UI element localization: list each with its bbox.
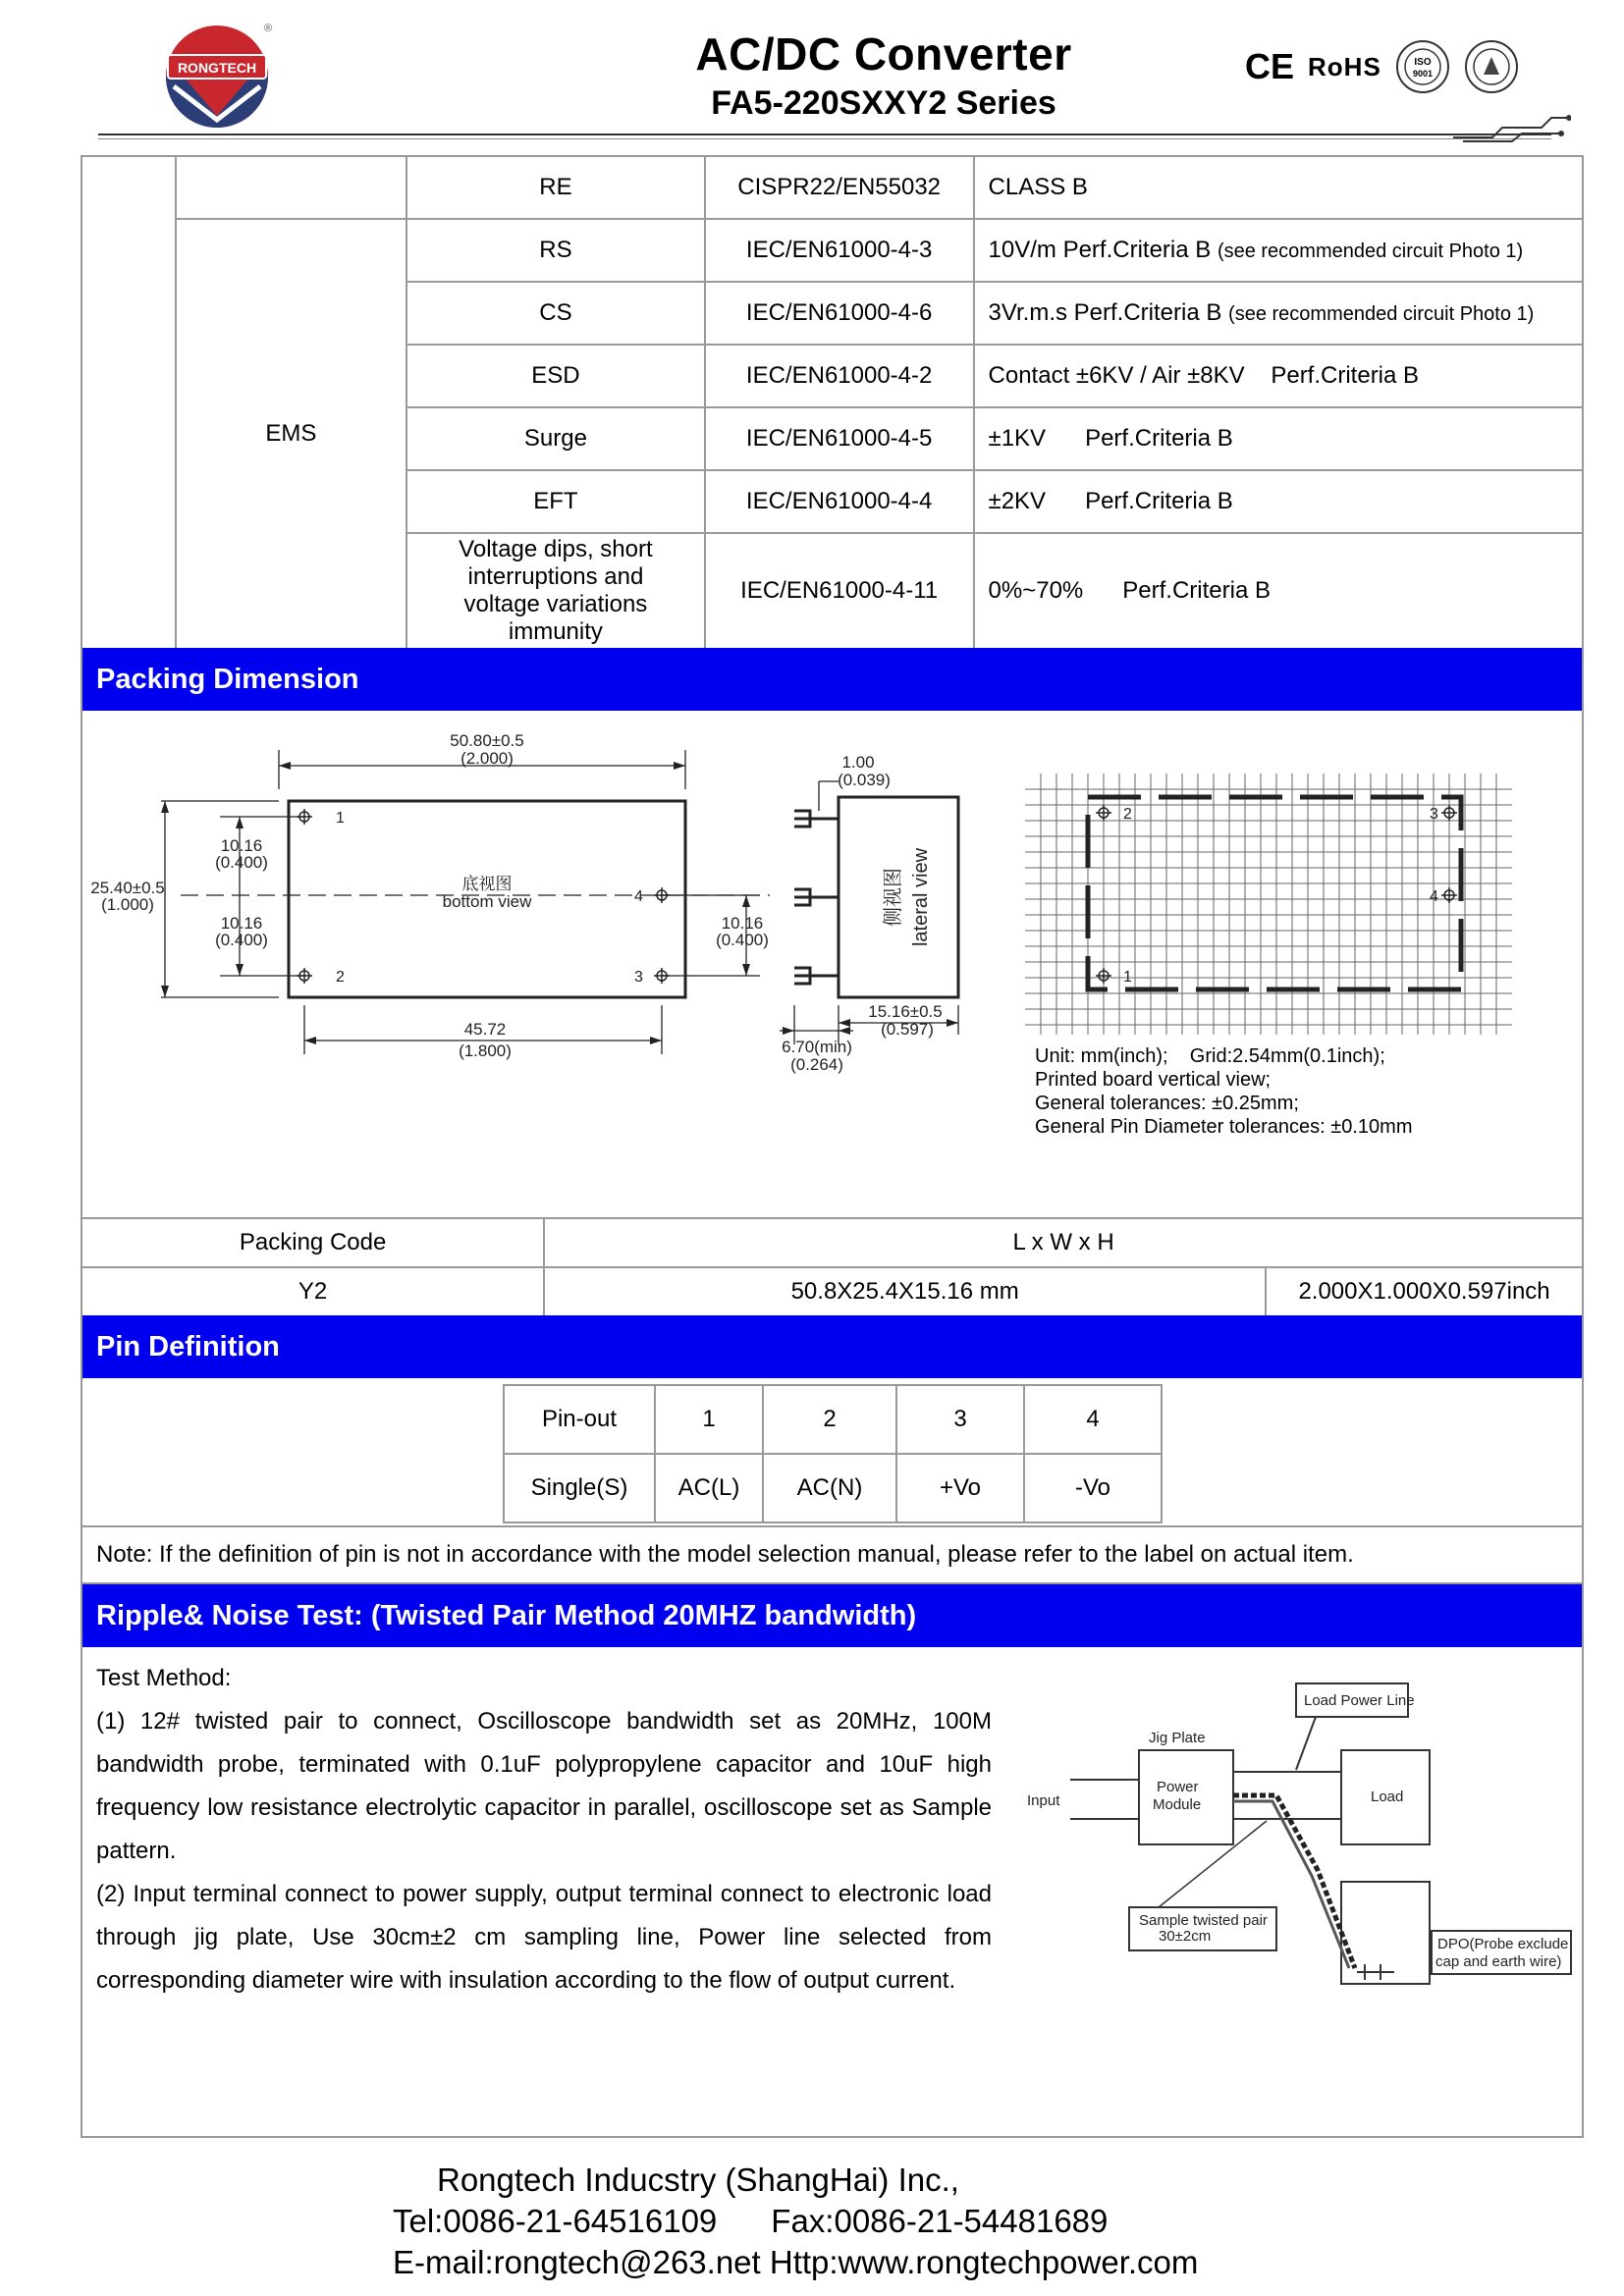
pcb-footprint-outline — [1088, 797, 1461, 989]
ce-mark: CE — [1245, 46, 1295, 86]
logo-text: RONGTECH — [177, 60, 257, 76]
test-method-title: Test Method: — [96, 1665, 232, 1691]
document-subtitle: FA5-220SXXY2 Series — [711, 84, 1056, 122]
dimensions-mm: 50.8X25.4X15.16 mm — [544, 1267, 1266, 1316]
pin-definition-note: Note: If the definition of pin is not in accordance with the model selection manual, please refer to the label on actual item. — [96, 1541, 1354, 1568]
dim-depth: 15.16±0.5 — [868, 1002, 943, 1021]
pin-table-header: 3 — [896, 1385, 1024, 1454]
document-title-block — [589, 27, 1178, 123]
ripple-noise-heading: Ripple& Noise Test: (Twisted Pair Method 20MHZ bandwidth) — [82, 1584, 1582, 1647]
packing-note: Printed board vertical view; — [1035, 1069, 1272, 1091]
pin-table-header: 2 — [763, 1385, 896, 1454]
quality-badge-icon — [1464, 39, 1519, 94]
emc-table — [81, 155, 1584, 650]
packing-note: General Pin Diameter tolerances: ±0.10mm — [1035, 1116, 1413, 1138]
pin-table-header: 4 — [1024, 1385, 1162, 1454]
pin-table-cell: Single(S) — [504, 1454, 655, 1522]
circuit-trace-decoration — [1453, 108, 1571, 143]
emc-standard: IEC/EN61000-4-11 — [705, 533, 974, 649]
pin-definition-heading: Pin Definition — [82, 1315, 1582, 1378]
emc-item: Voltage dips, short interruptions and voltage variations immunity — [406, 533, 705, 649]
lateral-view-label-cn: 侧视图 — [883, 868, 904, 927]
footer-company: Rongtech Inducstry (ShangHai) Inc., — [437, 2162, 959, 2198]
dim-height: 25.40±0.5 — [90, 879, 165, 897]
fig-label: Load — [1371, 1789, 1404, 1805]
emc-spec: 10V/m Perf.Criteria B (see recommended circuit Photo 1) — [974, 219, 1583, 282]
dim-pin-length: 6.70(min) — [782, 1038, 852, 1056]
emc-spec: ±2KV Perf.Criteria B — [974, 470, 1583, 533]
packing-code-table — [81, 1217, 1584, 1317]
emc-spec: 0%~70% Perf.Criteria B — [974, 533, 1583, 649]
dim-pin-offset-inch: (0.400) — [215, 931, 268, 949]
pin-number: 3 — [1430, 806, 1438, 823]
fig-label: Module — [1153, 1796, 1202, 1813]
pin-number: 1 — [1123, 969, 1132, 986]
emc-group-label: EMS — [176, 219, 406, 649]
pin-table-cell: +Vo — [896, 1454, 1024, 1522]
bottom-view-label: bottom view — [442, 892, 532, 911]
emc-standard: IEC/EN61000-4-4 — [705, 470, 974, 533]
table-row — [81, 1218, 1583, 1267]
packing-code-value: Y2 — [81, 1267, 544, 1316]
lateral-view-label: lateral view — [910, 847, 932, 947]
emc-item: RS — [406, 219, 705, 282]
emc-item: RE — [406, 156, 705, 219]
packing-dimension-heading: Packing Dimension — [82, 648, 1582, 711]
packing-note: General tolerances: ±0.25mm; — [1035, 1093, 1299, 1114]
emc-standard: CISPR22/EN55032 — [705, 156, 974, 219]
emc-spec: 3Vr.m.s Perf.Criteria B (see recommended circuit Photo 1) — [974, 282, 1583, 345]
emc-standard: IEC/EN61000-4-6 — [705, 282, 974, 345]
dim-pin-offset: 10.16 — [220, 914, 263, 933]
emc-standard: IEC/EN61000-4-3 — [705, 219, 974, 282]
svg-text:9001: 9001 — [1412, 69, 1433, 79]
dim-pin-thickness-inch: (0.039) — [838, 771, 891, 789]
emc-spec: CLASS B — [974, 156, 1583, 219]
packing-note: Unit: mm(inch); Grid:2.54mm(0.1inch); — [1035, 1045, 1385, 1067]
emc-spec: Contact ±6KV / Air ±8KV Perf.Criteria B — [974, 345, 1583, 407]
document-title: AC/DC Converter — [695, 28, 1072, 80]
dim-pin-length-inch: (0.264) — [790, 1055, 843, 1074]
dimensions-inch: 2.000X1.000X0.597inch — [1266, 1267, 1583, 1316]
fig-label: Input — [1027, 1792, 1060, 1809]
dim-width: 50.80±0.5 — [450, 731, 524, 750]
emc-standard: IEC/EN61000-4-5 — [705, 407, 974, 470]
pin-table-header: Pin-out — [504, 1385, 655, 1454]
fig-label: DPO(Probe exclude — [1437, 1936, 1569, 1952]
section-divider — [82, 1525, 1582, 1527]
table-row — [81, 219, 1583, 282]
emc-spec: ±1KV Perf.Criteria B — [974, 407, 1583, 470]
svg-text:®: ® — [264, 23, 272, 34]
pin-table-header: 1 — [655, 1385, 763, 1454]
pin-number: 4 — [634, 888, 643, 905]
iso-badge-icon — [1395, 39, 1450, 94]
emc-blank-cell — [176, 156, 406, 219]
emc-blank-cell — [81, 156, 176, 649]
fig-label: 30±2cm — [1159, 1928, 1212, 1945]
dim-pin-offset: 10.16 — [721, 914, 764, 933]
dim-height-inch: (1.000) — [101, 895, 154, 914]
pin-table-cell: -Vo — [1024, 1454, 1162, 1522]
table-row — [81, 1267, 1583, 1316]
dim-pin-offset-inch: (0.400) — [215, 853, 268, 872]
test-method-step: (2) Input terminal connect to power supply, output terminal connect to electronic load through jig plate, Use 30cm±2 cm sampling line, Power line selected from corresponding diameter wire with insulation according to the flow of output current. — [96, 1881, 992, 1994]
dim-pin-offset-inch: (0.400) — [716, 931, 769, 949]
dim-pin-pitch: 45.72 — [463, 1020, 507, 1039]
dim-pin-thickness: 1.00 — [841, 753, 875, 772]
dim-pin-pitch-inch: (1.800) — [459, 1041, 512, 1060]
pin-number: 2 — [336, 969, 345, 986]
fig-label: cap and earth wire) — [1435, 1953, 1562, 1970]
emc-item: ESD — [406, 345, 705, 407]
emc-item: CS — [406, 282, 705, 345]
pin-number: 2 — [1123, 806, 1132, 823]
packing-code-header: Packing Code — [81, 1218, 544, 1267]
rohs-mark: RoHS — [1308, 51, 1381, 81]
ripple-test-diagram — [1011, 1674, 1583, 2027]
certification-marks — [1245, 39, 1519, 94]
pin-definition-table — [503, 1384, 1163, 1523]
table-row — [81, 156, 1583, 219]
company-logo — [162, 22, 272, 130]
footer-contact: Tel:0086-21-64516109 Fax:0086-21-54481689 — [393, 2203, 1109, 2239]
fig-label: Power — [1157, 1779, 1199, 1795]
bottom-view-label-cn: 底视图 — [461, 875, 513, 893]
svg-text:ISO: ISO — [1414, 57, 1432, 68]
emc-standard: IEC/EN61000-4-2 — [705, 345, 974, 407]
emc-item: EFT — [406, 470, 705, 533]
pin-number: 1 — [336, 810, 345, 827]
fig-label: Jig Plate — [1149, 1730, 1206, 1746]
dim-pin-offset: 10.16 — [220, 836, 263, 855]
test-method-step: (1) 12# twisted pair to connect, Oscilloscope bandwidth set as 20MHz, 100M bandwidth probe, terminated with 0.1uF polypropylene capacitor and 10uF high frequency low resistance electrolytic capacitor in parallel, oscilloscope set as Sample pattern. — [96, 1708, 992, 1864]
ripple-test-method — [96, 1657, 992, 2002]
pin-table-cell: AC(L) — [655, 1454, 763, 1522]
table-row — [504, 1454, 1162, 1522]
dim-depth-inch: (0.597) — [881, 1020, 934, 1039]
table-row — [504, 1385, 1162, 1454]
emc-item: Surge — [406, 407, 705, 470]
packing-dimension-drawing — [82, 711, 1582, 1217]
pin-number: 3 — [634, 969, 643, 986]
fig-label: Load Power Line — [1304, 1692, 1415, 1709]
dim-width-inch: (2.000) — [460, 749, 514, 768]
fig-label: Sample twisted pair — [1139, 1912, 1268, 1929]
pin-number: 4 — [1430, 888, 1438, 905]
pin-table-cell: AC(N) — [763, 1454, 896, 1522]
dimensions-header: L x W x H — [544, 1218, 1583, 1267]
header-divider — [98, 133, 1551, 139]
footer-web: E-mail:rongtech@263.net Http:www.rongtechpower.com — [393, 2244, 1199, 2280]
